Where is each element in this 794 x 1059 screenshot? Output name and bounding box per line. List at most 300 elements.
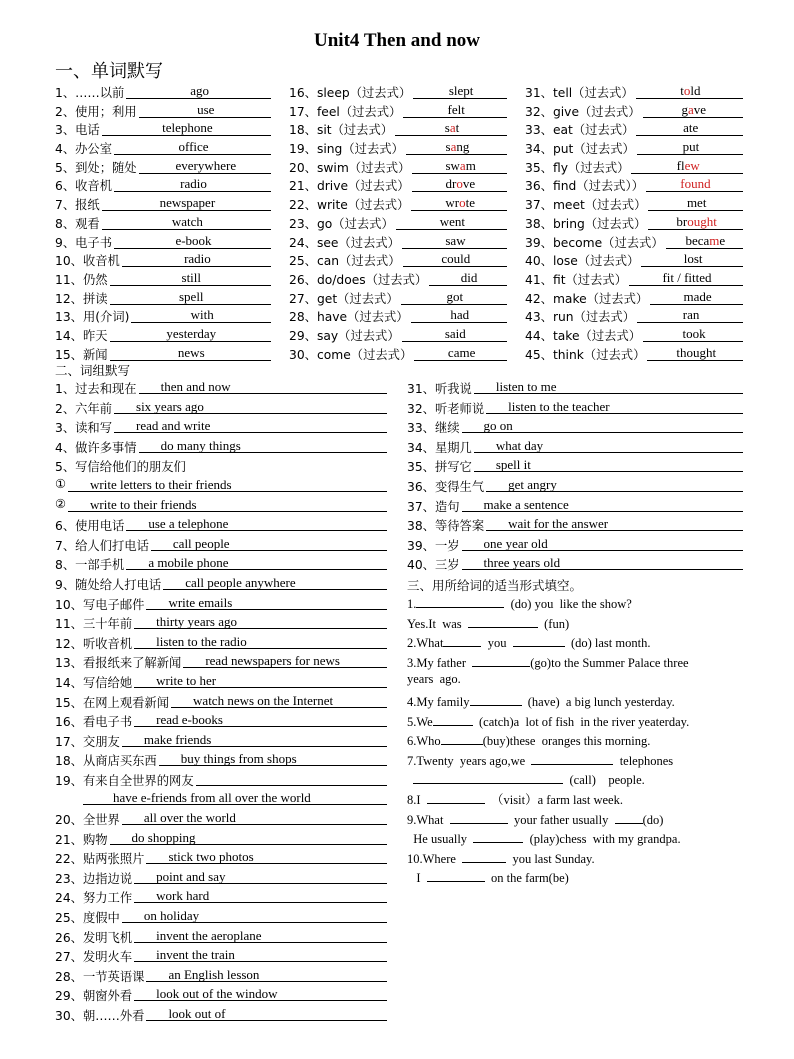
- highlight-letters: ew: [684, 157, 700, 173]
- phrase-answer: stick two photos: [146, 849, 387, 864]
- word-item: [289, 250, 507, 269]
- phrase-item: [55, 809, 387, 829]
- sentence-text: your father usually: [507, 812, 615, 827]
- phrase-item: [407, 378, 743, 398]
- sentence-text: years ago.: [407, 672, 461, 687]
- phrase-prompt: 9、随处给人打电话: [55, 577, 162, 592]
- phrase-prompt: 39、一岁: [407, 538, 460, 553]
- word-answer: lost: [641, 251, 743, 267]
- answer-blank[interactable]: [427, 790, 485, 804]
- word-item: [289, 306, 507, 325]
- word-item: [289, 213, 507, 232]
- word-prompt: 29、say（过去式）: [289, 328, 400, 343]
- phrase-item: [55, 770, 387, 790]
- phrase-answer: call people anywhere: [163, 575, 387, 590]
- fill-in-sentence: [407, 810, 747, 830]
- word-answer: put: [637, 139, 743, 155]
- phrase-item: [55, 554, 387, 574]
- sentence-text: (buy)these oranges this morning.: [482, 734, 651, 749]
- answer-blank[interactable]: [450, 810, 508, 824]
- word-prompt: 7、报纸: [55, 198, 100, 213]
- phrase-answer: what day: [474, 438, 743, 453]
- phrase-item: [55, 985, 387, 1005]
- phrase-prompt: 38、等待答案: [407, 519, 485, 534]
- phrase-answer: listen to the radio: [134, 634, 387, 649]
- word-item: [525, 250, 743, 269]
- word-answer: news: [110, 345, 271, 361]
- highlight-letters: ought: [687, 213, 717, 229]
- word-item: [289, 138, 507, 157]
- phrase-column-right: [407, 378, 743, 574]
- phrase-answer: make a sentence: [462, 497, 743, 512]
- word-prompt: 2、使用；利用: [55, 104, 137, 119]
- phrase-prompt: 40、三岁: [407, 558, 460, 573]
- word-prompt: 3、电话: [55, 123, 100, 138]
- sentence-text: Yes.It was: [407, 616, 468, 631]
- word-item: [55, 306, 270, 325]
- phrase-item: [55, 613, 387, 633]
- phrase-item: [55, 496, 387, 516]
- word-answer: spell: [110, 289, 271, 305]
- fill-in-sentence: [407, 712, 747, 732]
- answer-blank[interactable]: [441, 731, 483, 745]
- word-answer: radio: [114, 176, 271, 192]
- word-answer: flew: [631, 158, 743, 174]
- word-answer: with: [131, 307, 271, 323]
- word-answer: newspaper: [102, 195, 271, 211]
- phrase-answer: all over the world: [122, 810, 387, 825]
- word-prompt: 9、电子书: [55, 235, 113, 250]
- word-prompt: 4、办公室: [55, 142, 113, 157]
- highlight-letters: a: [459, 157, 466, 173]
- word-prompt: 31、tell（过去式）: [525, 86, 634, 100]
- word-item: [55, 101, 270, 120]
- phrase-item: [55, 417, 387, 437]
- phrase-prompt: 2、六年前: [55, 401, 113, 416]
- word-answer: e-book: [114, 233, 271, 249]
- word-answer: made: [650, 289, 743, 305]
- answer-blank[interactable]: [470, 692, 522, 706]
- phrase-prompt: 14、写信给她: [55, 675, 133, 690]
- phrase-item: [55, 868, 387, 888]
- phrase-answer: read newspapers for news: [183, 653, 387, 668]
- phrase-answer: watch news on the Internet: [171, 693, 387, 708]
- sentence-text: (do) last month.: [564, 636, 651, 651]
- phrase-answer: wait for the answer: [486, 516, 743, 531]
- word-item: [289, 82, 507, 101]
- phrase-item: [55, 437, 387, 457]
- phrase-prompt: 12、听收音机: [55, 636, 133, 651]
- phrase-item: [55, 1005, 387, 1025]
- phrase-answer: write letters to their friends: [68, 477, 387, 492]
- phrase-prompt: 16、看电子书: [55, 715, 133, 730]
- word-prompt: 20、swim（过去式）: [289, 160, 411, 175]
- sentence-text: (call) people.: [563, 773, 645, 788]
- word-answer: brought: [648, 214, 743, 230]
- answer-blank[interactable]: [473, 829, 523, 843]
- phrase-item: [407, 417, 743, 437]
- highlight-letters: a: [687, 101, 694, 117]
- word-answer: had: [411, 307, 507, 323]
- fill-in-sentence: [407, 594, 747, 614]
- phrase-answer: write emails: [146, 595, 387, 610]
- phrase-prompt: ①: [55, 476, 67, 491]
- word-item: [55, 82, 270, 101]
- word-item: [525, 288, 743, 307]
- word-item: [525, 101, 743, 120]
- word-item: [55, 232, 270, 251]
- phrase-item: [55, 535, 387, 555]
- sentence-text: 2.What: [407, 636, 444, 651]
- sentence-text: (play)chess with my grandpa.: [523, 832, 681, 847]
- sentence-text: 5.We: [407, 714, 433, 729]
- phrase-prompt: 1、过去和现在: [55, 382, 137, 396]
- word-item: [55, 325, 270, 344]
- word-item: [525, 232, 743, 251]
- answer-blank[interactable]: [443, 633, 481, 647]
- word-prompt: 13、用(介词): [55, 310, 130, 325]
- phrase-item: [55, 789, 387, 809]
- sentence-text: (have) a big lunch yesterday.: [521, 694, 675, 709]
- phrase-item: [55, 398, 387, 418]
- answer-blank[interactable]: [427, 868, 485, 882]
- answer-blank[interactable]: [416, 594, 504, 608]
- phrase-answer: call people: [151, 536, 387, 551]
- word-answer: came: [414, 345, 507, 361]
- fill-in-sentence: [407, 770, 747, 790]
- answer-blank[interactable]: [468, 614, 538, 628]
- fill-in-sentence: [407, 672, 747, 692]
- highlight-letters: m: [709, 232, 720, 248]
- word-prompt: 25、can（过去式）: [289, 254, 401, 269]
- phrase-item: [55, 652, 387, 672]
- phrase-item: [55, 829, 387, 849]
- phrase-item: [407, 515, 743, 535]
- word-item: [289, 194, 507, 213]
- word-prompt: 24、see（过去式）: [289, 235, 400, 250]
- word-answer: yesterday: [110, 326, 271, 342]
- word-item: [525, 157, 743, 176]
- word-item: [525, 194, 743, 213]
- sentence-text: on the farm(be): [484, 871, 569, 886]
- fill-in-exercises: [407, 594, 747, 888]
- fill-in-sentence: [407, 790, 747, 810]
- sentence-text: (go)to the Summer Palace three: [530, 655, 689, 670]
- word-item: [55, 138, 270, 157]
- phrase-prompt: 25、度假中: [55, 911, 120, 926]
- phrase-prompt: 11、三十年前: [55, 617, 133, 632]
- highlight-letters: o: [459, 195, 466, 211]
- highlight-letters: o: [456, 176, 463, 192]
- phrase-prompt: 32、听老师说: [407, 401, 485, 416]
- phrase-answer: have e-friends from all over the world: [83, 790, 387, 805]
- word-item: [55, 269, 270, 288]
- fill-in-sentence: [407, 849, 747, 869]
- word-answer: got: [401, 289, 507, 305]
- phrase-item: [55, 594, 387, 614]
- word-prompt: 28、have（过去式）: [289, 310, 409, 325]
- word-prompt: 41、fit（过去式）: [525, 272, 627, 287]
- phrase-item: [55, 456, 387, 476]
- word-prompt: 39、become（过去式）: [525, 235, 664, 250]
- fill-in-sentence: [407, 633, 747, 653]
- phrase-prompt: 27、发明火车: [55, 950, 133, 965]
- phrase-answer: thirty years ago: [134, 614, 387, 629]
- sentence-text: He usually: [407, 832, 474, 847]
- phrase-prompt: 19、有来自全世界的网友: [55, 773, 194, 788]
- phrase-answer: get angry: [486, 477, 743, 492]
- phrase-prompt: 33、继续: [407, 421, 460, 436]
- word-answer: thought: [647, 345, 743, 361]
- phrase-prompt: 26、发明飞机: [55, 930, 133, 945]
- word-answer: swam: [412, 158, 507, 174]
- section-heading-fill-in: 三、用所给词的适当形式填空。: [407, 578, 583, 593]
- phrase-prompt: 36、变得生气: [407, 479, 485, 494]
- phrase-column-left: [55, 378, 387, 1025]
- phrase-prompt: 6、使用电话: [55, 519, 125, 534]
- word-answer: saw: [402, 233, 507, 249]
- phrase-item: [55, 927, 387, 947]
- phrase-prompt: 35、拼写它: [407, 460, 472, 475]
- word-item: [525, 138, 743, 157]
- word-answer: radio: [122, 251, 271, 267]
- word-item: [525, 325, 743, 344]
- phrase-answer: make friends: [122, 732, 387, 747]
- phrase-item: [55, 966, 387, 986]
- word-prompt: 37、meet（过去式）: [525, 198, 647, 213]
- phrase-answer: read and write: [114, 418, 387, 433]
- word-item: [289, 119, 507, 138]
- word-prompt: 11、仍然: [55, 272, 108, 287]
- word-prompt: 35、fly（过去式）: [525, 160, 630, 175]
- phrase-answer: invent the aeroplane: [134, 928, 387, 943]
- fill-in-sentence: [407, 751, 747, 771]
- word-prompt: 10、收音机: [55, 254, 120, 269]
- word-answer: drove: [412, 176, 507, 192]
- word-answer: slept: [413, 83, 507, 99]
- phrase-item: [407, 456, 743, 476]
- phrase-prompt: 29、朝窗外看: [55, 989, 133, 1004]
- word-item: [525, 119, 743, 138]
- highlight-letters: a: [449, 120, 456, 136]
- phrase-answer: an English lesson: [146, 967, 387, 982]
- phrase-answer: six years ago: [114, 399, 387, 414]
- phrase-answer: use a telephone: [126, 516, 387, 531]
- word-answer: ate: [636, 120, 743, 136]
- word-item: [289, 232, 507, 251]
- word-column-2: [289, 82, 507, 362]
- phrase-prompt: 34、星期几: [407, 440, 472, 455]
- word-item: [525, 269, 743, 288]
- word-prompt: 6、收音机: [55, 179, 113, 194]
- answer-blank[interactable]: [531, 751, 613, 765]
- phrase-item: [55, 887, 387, 907]
- fill-in-sentence: [407, 692, 747, 712]
- phrase-prompt: 23、边指边说: [55, 871, 133, 886]
- phrase-answer: do many things: [139, 438, 387, 453]
- fill-in-sentence: [407, 614, 747, 634]
- word-answer: office: [114, 139, 271, 155]
- phrase-prompt: 13、看报纸来了解新闻: [55, 656, 182, 671]
- answer-blank[interactable]: [433, 712, 473, 726]
- phrase-answer: one year old: [462, 536, 743, 551]
- sentence-text: (fun): [537, 616, 570, 631]
- phrase-prompt: 28、一节英语课: [55, 969, 145, 984]
- answer-blank[interactable]: [472, 653, 530, 667]
- word-item: [55, 119, 270, 138]
- word-answer: ago: [126, 83, 271, 99]
- sentence-text: 8.I: [407, 792, 427, 807]
- word-prompt: 12、拼读: [55, 291, 108, 306]
- word-answer: felt: [403, 102, 507, 118]
- word-item: [525, 175, 743, 194]
- phrase-prompt: 24、努力工作: [55, 891, 133, 906]
- phrase-answer: listen to the teacher: [486, 399, 743, 414]
- word-prompt: 26、do/does（过去式）: [289, 272, 428, 287]
- word-answer: told: [636, 83, 743, 99]
- phrase-answer: spell it: [474, 457, 743, 472]
- answer-blank[interactable]: [513, 633, 565, 647]
- sentence-text: you: [481, 636, 513, 651]
- page-title: Unit4 Then and now: [314, 30, 480, 51]
- phrase-item: [407, 496, 743, 516]
- phrase-answer: [196, 771, 387, 786]
- word-prompt: 14、昨天: [55, 328, 108, 343]
- word-item: [289, 344, 507, 363]
- word-answer: took: [643, 326, 743, 342]
- phrase-answer: point and say: [134, 869, 387, 884]
- phrase-item: [407, 398, 743, 418]
- sentence-text: （visit）a farm last week.: [484, 792, 623, 807]
- phrase-answer: read e-books: [134, 712, 387, 727]
- fill-in-sentence: [407, 868, 747, 888]
- phrase-answer: look out of the window: [134, 986, 387, 1001]
- word-prompt: 32、give（过去式）: [525, 104, 641, 119]
- fill-in-sentence: [407, 653, 747, 673]
- word-answer: still: [110, 270, 271, 286]
- word-prompt: 30、come（过去式）: [289, 347, 413, 362]
- word-answer: ran: [637, 307, 743, 323]
- phrase-answer: three years old: [462, 555, 743, 570]
- word-item: [289, 101, 507, 120]
- word-prompt: 45、think（过去式）: [525, 347, 646, 362]
- highlight-letters: a: [450, 139, 457, 155]
- phrase-item: [55, 711, 387, 731]
- word-prompt: 42、make（过去式）: [525, 291, 649, 306]
- word-item: [55, 157, 270, 176]
- word-prompt: 33、eat（过去式）: [525, 123, 635, 138]
- word-column-3: [525, 82, 743, 362]
- sentence-text: 4.My family: [407, 694, 470, 709]
- phrase-prompt: 17、交朋友: [55, 734, 120, 749]
- word-item: [55, 288, 270, 307]
- word-answer: went: [396, 214, 507, 230]
- word-answer: use: [139, 102, 271, 118]
- answer-blank[interactable]: [413, 770, 563, 784]
- word-prompt: 43、run（过去式）: [525, 310, 636, 325]
- word-answer: telephone: [102, 120, 271, 136]
- phrase-item: [55, 672, 387, 692]
- sentence-text: 7.Twenty years ago,we: [407, 753, 532, 768]
- phrase-item: [55, 633, 387, 653]
- sentence-text: 1.: [407, 597, 417, 611]
- sentence-text: 9.What: [407, 812, 450, 827]
- word-prompt: 27、get（过去式）: [289, 291, 399, 306]
- word-answer: [646, 176, 743, 192]
- word-answer: gave: [643, 102, 744, 118]
- word-prompt: 40、lose（过去式）: [525, 254, 640, 269]
- phrase-prompt: 5、写信给他们的朋友们: [55, 460, 186, 475]
- word-answer: wrote: [411, 195, 507, 211]
- phrase-item: [407, 476, 743, 496]
- sentence-text: (do) you like the show?: [504, 597, 632, 611]
- phrase-prompt: ②: [55, 496, 67, 511]
- phrase-prompt: 30、朝……外看: [55, 1009, 145, 1023]
- phrase-answer: work hard: [134, 888, 387, 903]
- word-answer: fit / fitted: [629, 270, 743, 286]
- phrase-answer: look out of: [146, 1006, 387, 1021]
- word-answer: met: [648, 195, 743, 211]
- answer-blank[interactable]: [615, 810, 643, 824]
- word-item: [55, 344, 270, 363]
- word-column-1: [55, 82, 270, 362]
- word-prompt: 16、sleep（过去式）: [289, 86, 412, 100]
- section-heading-phrases: 二、词组默写: [55, 363, 131, 378]
- highlight-letters: o: [683, 83, 691, 98]
- word-prompt: 18、sit（过去式）: [289, 123, 394, 138]
- phrase-prompt: 4、做许多事情: [55, 440, 137, 455]
- highlight-letters: found: [680, 176, 711, 192]
- phrase-item: [55, 848, 387, 868]
- word-prompt: 8、观看: [55, 216, 100, 231]
- word-item: [525, 82, 743, 101]
- fill-in-sentence: [407, 731, 747, 751]
- phrase-item: [55, 476, 387, 496]
- word-prompt: 36、find（过去式））: [525, 179, 644, 194]
- phrase-item: [55, 692, 387, 712]
- word-item: [289, 269, 507, 288]
- word-item: [55, 250, 270, 269]
- phrase-answer: do shopping: [110, 830, 387, 845]
- phrase-item: [55, 731, 387, 751]
- word-item: [525, 306, 743, 325]
- phrase-prompt: 18、从商店买东西: [55, 754, 157, 769]
- word-prompt: 5、到处；随处: [55, 160, 137, 175]
- word-prompt: 23、go（过去式）: [289, 216, 394, 231]
- phrase-item: [55, 515, 387, 535]
- word-item: [289, 288, 507, 307]
- phrase-answer: then and now: [139, 379, 387, 394]
- phrase-prompt: 7、给人们打电话: [55, 538, 149, 553]
- phrase-answer: buy things from shops: [159, 751, 387, 766]
- sentence-text: (catch)a lot of fish in the river yeaterday.: [472, 714, 690, 729]
- word-item: [289, 325, 507, 344]
- phrase-item: [55, 574, 387, 594]
- word-answer: could: [403, 251, 507, 267]
- answer-blank[interactable]: [462, 849, 506, 863]
- phrase-item: [55, 750, 387, 770]
- word-item: [55, 175, 270, 194]
- phrase-item: [407, 535, 743, 555]
- word-item: [525, 213, 743, 232]
- phrase-prompt: 15、在网上观看新闻: [55, 695, 170, 710]
- word-answer: sang: [406, 139, 507, 155]
- phrase-answer: on holiday: [122, 908, 387, 923]
- word-item: [525, 344, 743, 363]
- word-answer: watch: [102, 214, 271, 230]
- section-heading-words: 一、单词默写: [55, 61, 163, 82]
- phrase-answer: write to her: [134, 673, 387, 688]
